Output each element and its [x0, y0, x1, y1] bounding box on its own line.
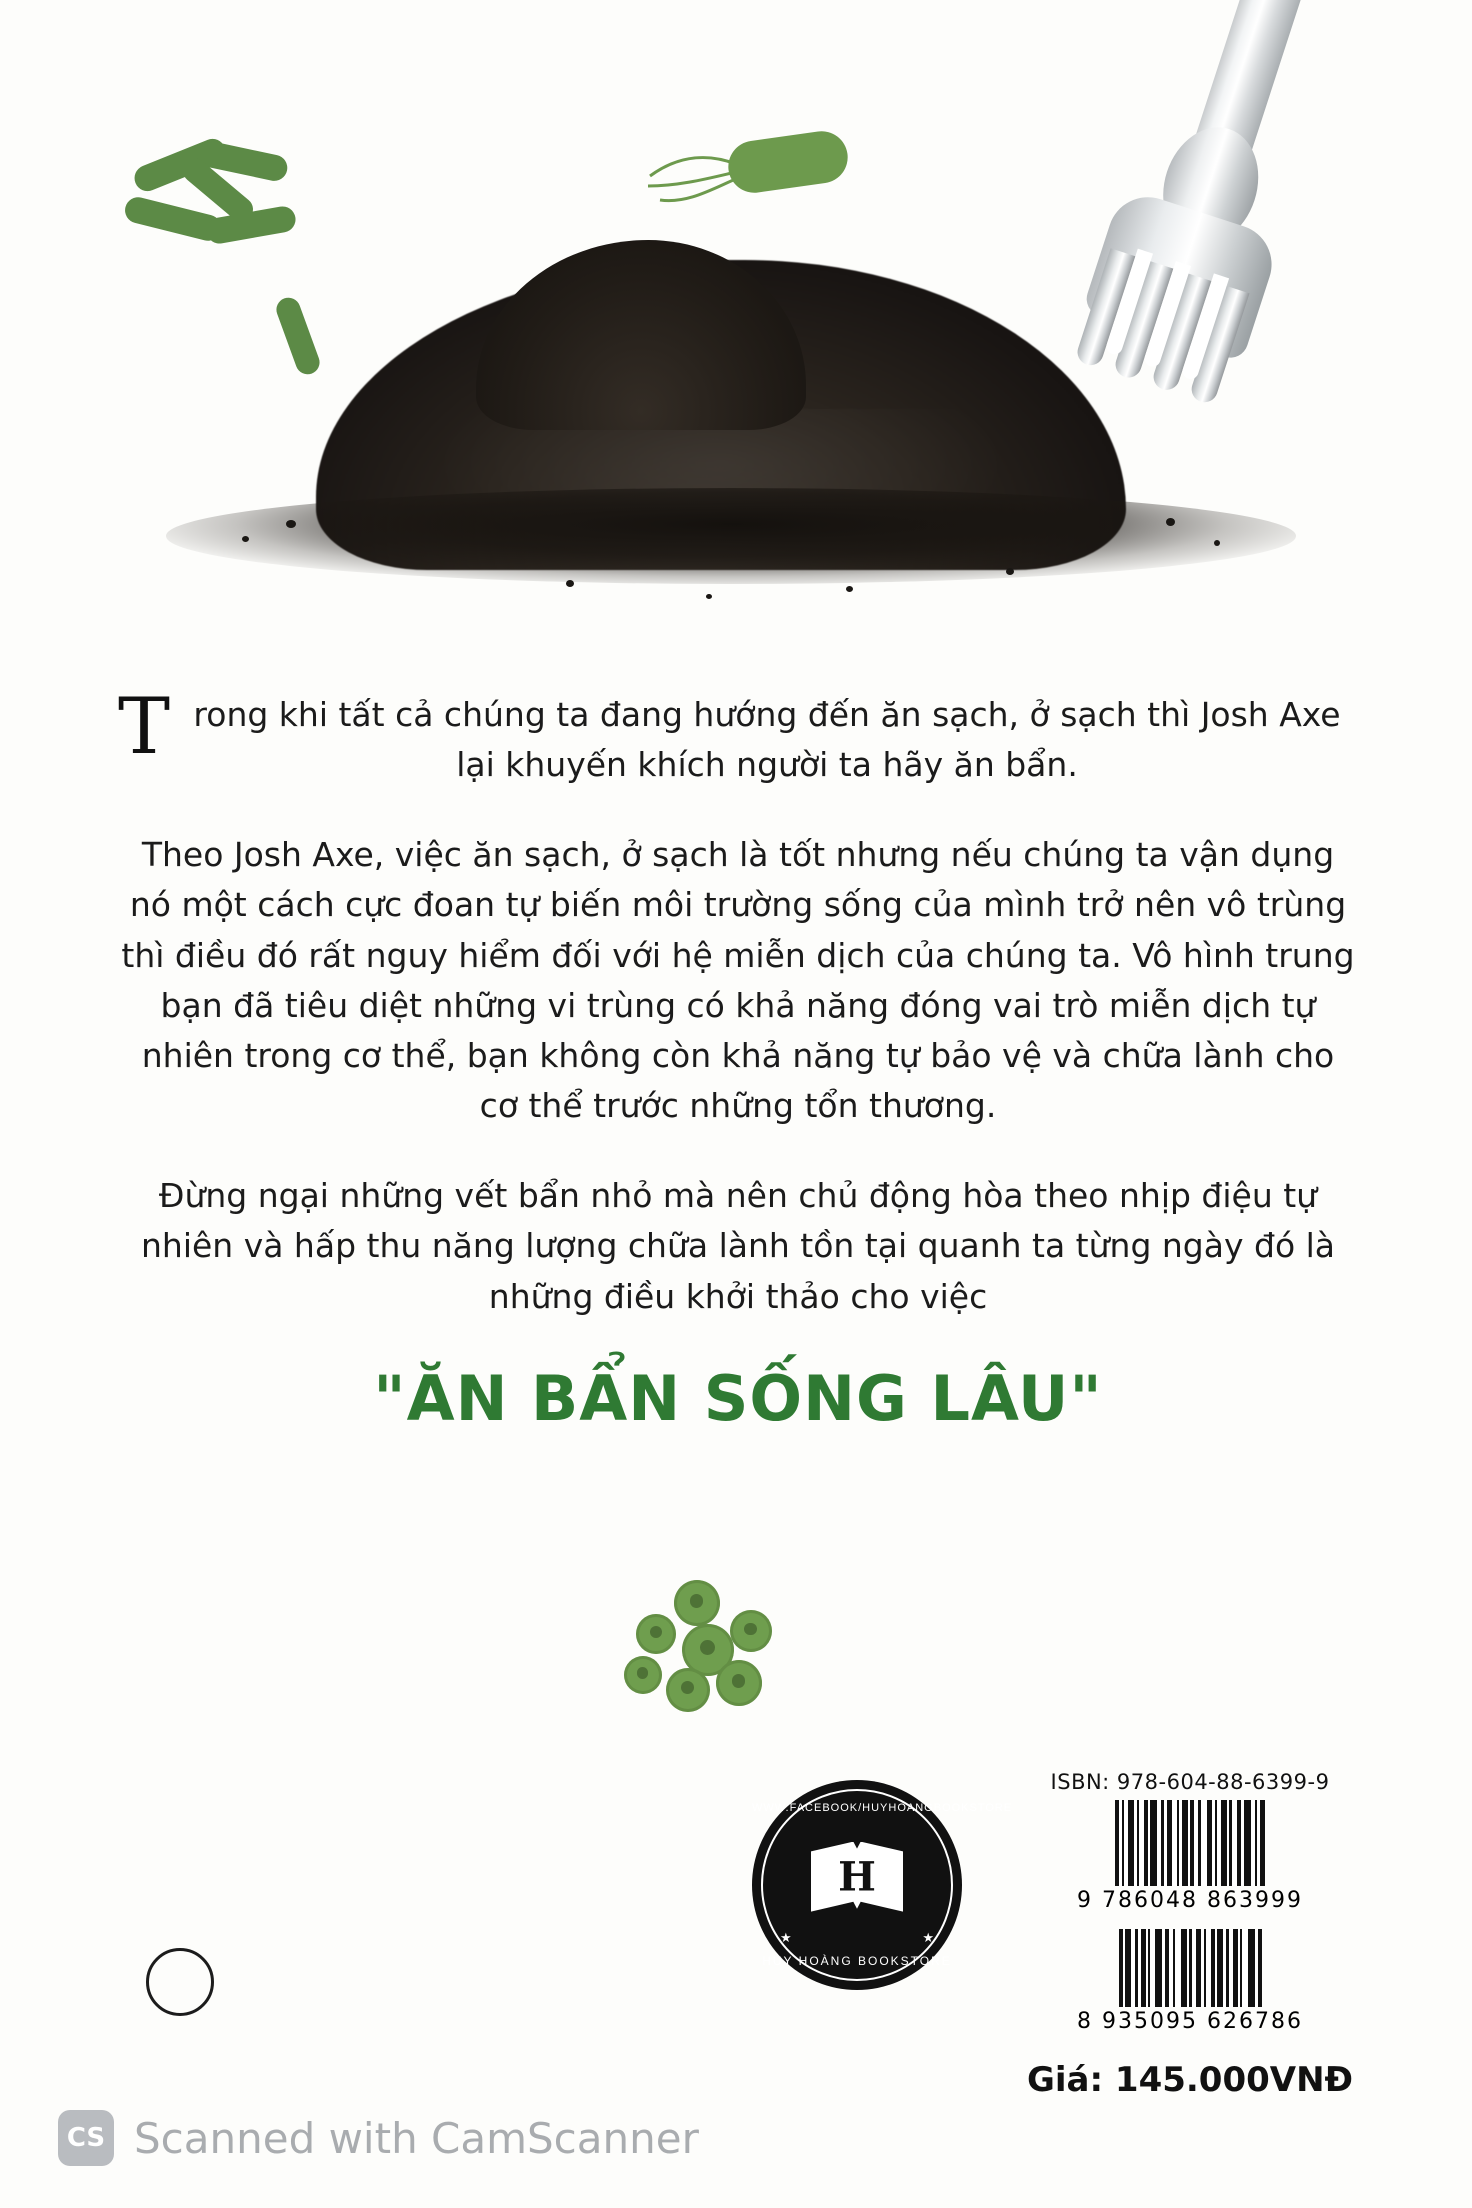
- bacteria-cell-icon: [730, 1610, 772, 1652]
- paragraph-1: [118, 682, 1358, 790]
- bacteria-cell-icon: [636, 1614, 676, 1654]
- star-icon: ★: [780, 1930, 792, 1945]
- cover-footer: [0, 1760, 1472, 2100]
- barcode-top: [1030, 1800, 1350, 1886]
- barcode-bottom: [1030, 1929, 1350, 2007]
- bacteria-cell-icon: [674, 1580, 720, 1626]
- bacteria-cell-icon: [666, 1668, 710, 1712]
- logo-top-text: WWW.FACEBOOK/HUYHOANGBOOKSTORE: [752, 1802, 1013, 1814]
- price-label: Giá: 145.000VNĐ: [1026, 2060, 1354, 2100]
- dirt-speck: [286, 520, 296, 528]
- dirt-speck: [846, 586, 853, 592]
- registration-circle-mark: [146, 1948, 214, 2016]
- logo-monogram: H: [838, 1853, 876, 1901]
- star-icon: ★: [922, 1930, 934, 1945]
- bacteria-cell-cluster: [620, 1580, 800, 1720]
- dirt-speck: [242, 536, 249, 542]
- dirt-speck: [1214, 540, 1220, 546]
- paragraph-3: Đừng ngại những vết bẩn nhỏ mà nên chủ động hòa theo nhịp điệu tự nhiên và hấp thu năng lượng chữa lành tồn tại quanh ta từng ngày đó là những điều khởi thảo cho việc: [140, 1176, 1336, 1316]
- bacteria-cell-icon: [716, 1660, 762, 1706]
- paragraph-2: Theo Josh Axe, việc ăn sạch, ở sạch là tốt nhưng nếu chúng ta vận dụng nó một cách cực đoan tự biến môi trường sống của mình trở nên vô trùng thì điều đó rất nguy hiểm đối với hệ miễn dịch của chúng ta. Vô hình trung bạn đã tiêu diệt những vi trùng có khả năng đóng vai trò miễn dịch tự nhiên trong cơ thể, bạn không còn khả năng tự bảo vệ và chữa lành cho cơ thể trước những tổn thương.: [121, 835, 1355, 1126]
- isbn-block: [1030, 1770, 1350, 2034]
- dirt-speck: [1166, 518, 1175, 526]
- dirt-speck: [706, 594, 712, 599]
- dirt-speck: [1006, 568, 1014, 575]
- paragraph-1-text: rong khi tất cả chúng ta đang hướng đến ăn sạch, ở sạch thì Josh Axe lại khuyến khích người ta hãy ăn bẩn.: [193, 695, 1341, 785]
- dirt-speck: [566, 580, 574, 587]
- drop-cap: T: [118, 682, 171, 772]
- logo-bottom-text: HUY HOÀNG BOOKSTORE: [762, 1954, 952, 1968]
- publisher-logo: [752, 1780, 1013, 1990]
- back-cover-text: [118, 682, 1358, 1435]
- headline-slogan: "ĂN BẨN SỐNG LÂU": [373, 1361, 1103, 1435]
- dirt-mound-illustration: [146, 250, 1326, 630]
- cover-hero-image: [0, 0, 1472, 680]
- flagellated-microbe-icon: [640, 130, 880, 200]
- barcode-digits-bottom: 8 935095 626786: [1077, 2009, 1303, 2034]
- camscanner-watermark: [58, 2110, 699, 2166]
- camscanner-text: Scanned with CamScanner: [134, 2113, 699, 2163]
- bacteria-cell-icon: [624, 1656, 662, 1694]
- isbn-label: ISBN: 978-604-88-6399-9: [1050, 1770, 1330, 1794]
- dirt-spread-shadow: [166, 488, 1296, 584]
- camscanner-badge-icon: CS: [58, 2110, 114, 2166]
- barcode-digits-top: 9 786048 863999: [1077, 1888, 1303, 1913]
